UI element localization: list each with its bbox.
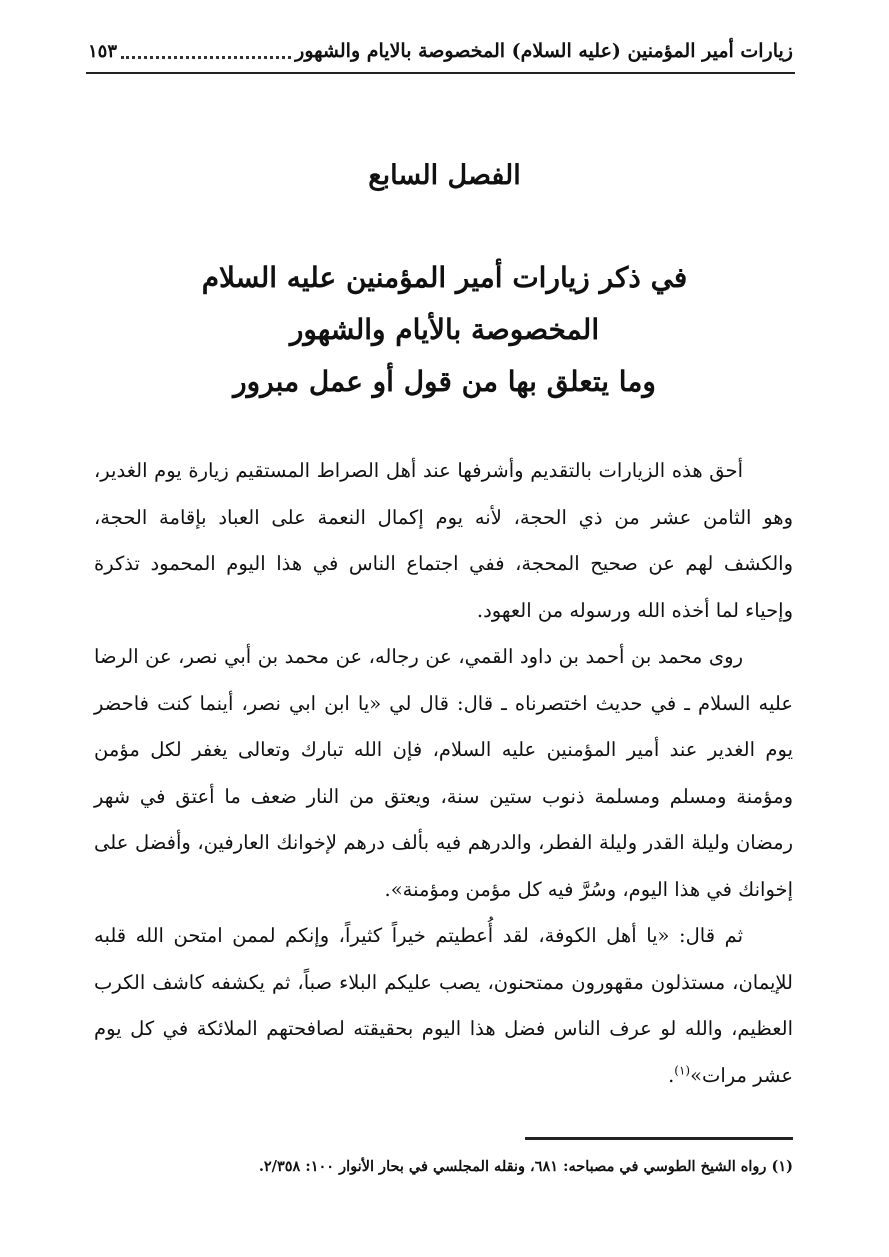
body-paragraph <box>94 913 793 1099</box>
footnote-reference[interactable]: (١) <box>674 1063 691 1077</box>
paragraph-text: ثم قال: «يا أهل الكوفة، لقد أُعطيتم خيراً كثيراً، وإنكم لممن امتحن الله قلبه للإيمان، مستذلون مقهورون ممتحنون، يصب عليكم البلاء صباً، ثم يكشفه كاشف الكرب العظيم، والله لو عرف الناس فضل هذا اليوم بحقيقته لصافحتهم الملائكة في كل يوم عشر مرات» <box>94 924 793 1087</box>
chapter-title-line: وما يتعلق بها من قول أو عمل مبرور <box>233 365 656 398</box>
body-paragraph: أحق هذه الزيارات بالتقديم وأشرفها عند أهل الصراط المستقيم زيارة يوم الغدير، وهو الثامن عشر من ذي الحجة، لأنه يوم إكمال النعمة على العباد بإقامة الحجة، والكشف لهم عن صحيح المحجة، ففي اجتماع الناس في هذا اليوم المحمود تذكرة وإحياء لما أخذه الله ورسوله من العهود. <box>94 459 793 622</box>
header-rule <box>86 72 795 74</box>
body-paragraph: روى محمد بن أحمد بن داود القمي، عن رجاله، عن محمد بن أبي نصر، عن الرضا عليه السلام ـ في حديث اختصرناه ـ قال: قال لي «يا ابن ابي نصر، أينما كنت فاحضر يوم الغدير عند أمير المؤمنين عليه السلام، فإن الله تبارك وتعالى يغفر لكل مؤمن ومؤمنة ومسلم ومسلمة ذنوب ستين سنة، ويعتق من النار ضعف ما أعتق في شهر رمضان وليلة القدر وليلة الفطر، والدرهم فيه بألف درهم لإخوانك العارفين، وأفضل على إخوانك في هذا اليوم، وسُرَّ فيه كل مؤمن ومؤمنة». <box>94 645 793 901</box>
running-header-title: زيارات أمير المؤمنين (عليه السلام) المخصوصة بالايام والشهور <box>295 40 793 62</box>
body-text <box>94 448 793 1099</box>
chapter-label: الفصل السابع <box>368 160 521 191</box>
leader-dots <box>121 44 291 59</box>
footnote: (١) رواه الشيخ الطوسي في مصباحه: ٦٨١، ونقله المجلسي في بحار الأنوار ١٠٠: ٢/٣٥٨. <box>258 1158 793 1175</box>
paragraph-end-mark: . <box>668 1063 675 1087</box>
chapter-title-line: المخصوصة بالأيام والشهور <box>289 313 600 346</box>
running-header <box>88 36 793 66</box>
chapter-title-line: في ذكر زيارات أمير المؤمنين عليه السلام <box>201 261 688 294</box>
page-number: ١٥٣ <box>88 40 118 62</box>
footnote-rule <box>525 1137 793 1140</box>
chapter-title <box>90 252 799 408</box>
